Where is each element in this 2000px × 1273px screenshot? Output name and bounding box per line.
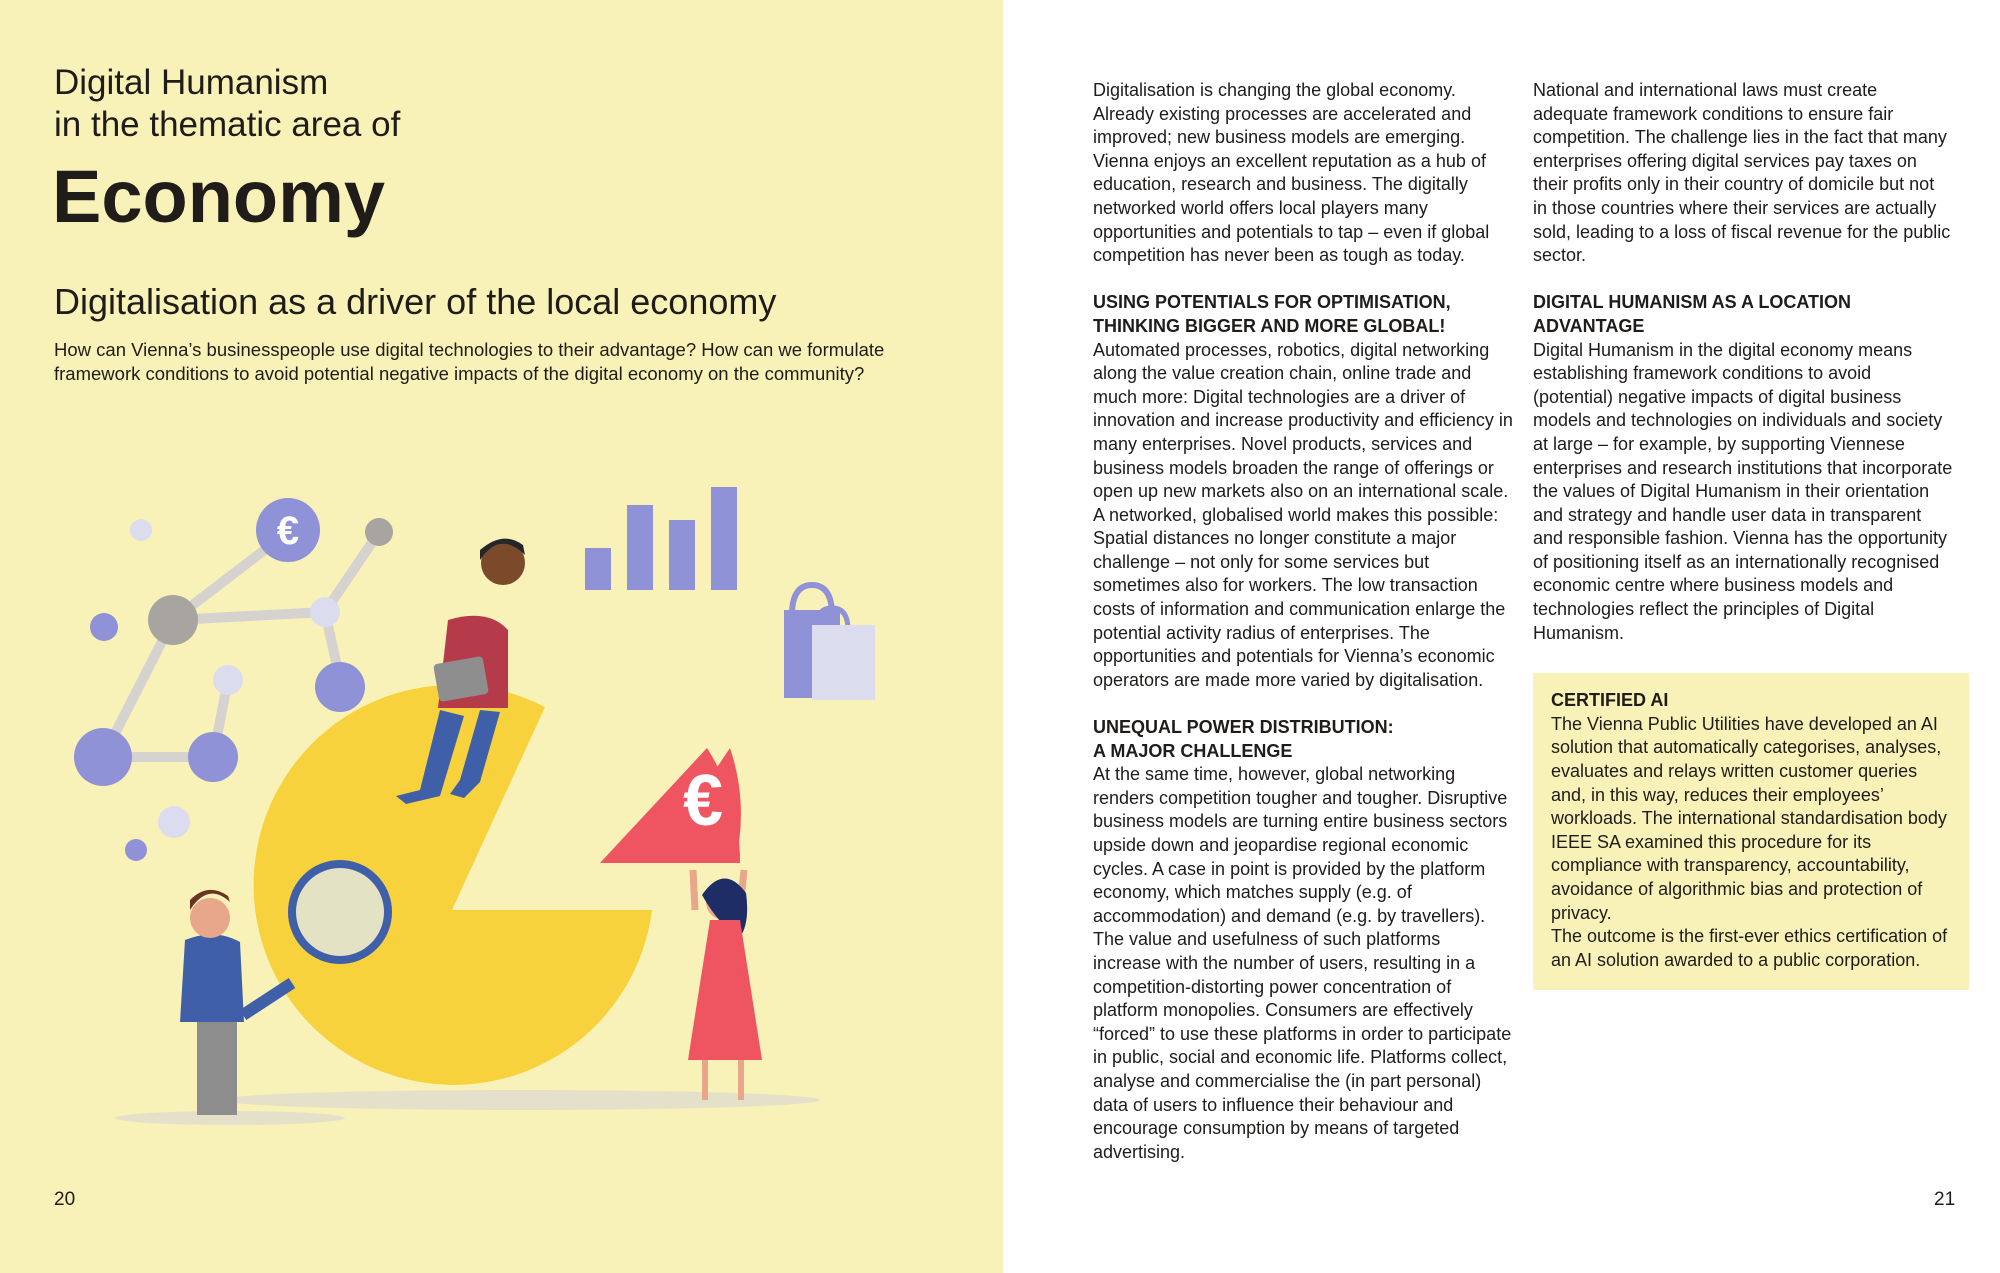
text-column-1 [1093, 79, 1513, 1164]
text-column-2 [1533, 79, 1953, 990]
euro-coin-symbol: € [276, 509, 300, 553]
intro-text: How can Vienna’s businesspeople use digital technologies to their advantage? How can we formulate framework conditions to avoid potential negative impacts of the digital economy on the community? [54, 339, 885, 384]
heading-location-advantage [1533, 291, 1953, 338]
kicker [54, 62, 400, 146]
paragraph-intro: Digitalisation is changing the global economy. Already existing processes are accelerated and improved; new business models are emerging. Vienna enjoys an excellent reputation as a hub of education, research and business. The digitally networked world offers local players many opportunities and potentials to tap – even if global competition has never been as tough as today. [1093, 80, 1490, 266]
euro-pie-slice-icon [600, 748, 741, 863]
heading-unequal-line-2: A MAJOR CHALLENGE [1093, 740, 1293, 761]
euro-coin-icon [256, 498, 320, 562]
heading-potentials-line-2: THINKING BIGGER AND MORE GLOBAL! [1093, 315, 1446, 336]
bar-chart-icon [585, 487, 737, 590]
page-title: Economy [52, 155, 386, 238]
certified-ai-title: CERTIFIED AI [1551, 690, 1669, 711]
economy-illustration [70, 470, 920, 1150]
kicker-line-1: Digital Humanism [54, 63, 329, 102]
heading-location-line-1: DIGITAL HUMANISM AS A LOCATION [1533, 292, 1851, 313]
page-number-left: 20 [54, 1189, 76, 1210]
heading-unequal-line-1: UNEQUAL POWER DISTRIBUTION: [1093, 717, 1394, 738]
heading-potentials-line-1: USING POTENTIALS FOR OPTIMISATION, [1093, 292, 1451, 313]
certified-ai-box [1533, 673, 1969, 990]
heading-potentials [1093, 291, 1513, 338]
woman-holding-slice [688, 870, 762, 1100]
kicker-line-2: in the thematic area of [54, 105, 401, 144]
euro-slice-symbol: € [682, 761, 724, 841]
paragraph-location-advantage: Digital Humanism in the digital economy means establishing framework conditions to avoid (potential) negative impacts of digital business models and technologies on individuals and society at large – for example, by supporting Viennese enterprises and research institutions that incorporate the values of Digital Humanism in their orientation and strategy and handle user data in transparent and responsible fashion. Vienna has the opportunity of positioning itself as an internationally recognised economic centre where business models and technologies reflect the principles of Digital Humanism. [1533, 339, 1953, 643]
paragraph-laws: National and international laws must create adequate framework conditions to ensure fair competition. The challenge lies in the fact that many enterprises offering digital services pay taxes on their profits only in their country of domicile but not in those countries where their services are actually sold, leading to a loss of fiscal revenue for the public sector. [1533, 80, 1951, 266]
paragraph-potentials: Automated processes, robotics, digital networking along the value creation chain, online trade and much more: Digital technologies are a driver of innovation and increase productivity and efficiency in many enterprises. Novel products, services and business models broaden the range of offerings or open up new markets also on an international scale. A networked, globalised world makes this possible: Spatial distances no longer constitute a major challenge – not only for some services but sometimes also for workers. The low transaction costs of information and communication enlarge the potential activity radius of enterprises. The opportunities and potentials for Vienna’s economic operators are made more varied by digitalisation. [1093, 339, 1513, 690]
section-subheading: Digitalisation as a driver of the local economy [54, 281, 777, 322]
heading-unequal-power [1093, 716, 1513, 763]
page-number-right: 21 [1934, 1189, 1956, 1210]
paragraph-unequal-power: At the same time, however, global networking renders competition tougher and tougher. Disruptive business models are turning entire business sectors upside down and jeopardise regional economic cycles. A case in point is provided by the platform economy, which matches supply (e.g. of accommodation) and demand (e.g. by travellers). The value and usefulness of such platforms increase with the number of users, resulting in a competition-distorting power concentration of platform monopolies. Consumers are effectively “forced” to use these platforms in order to participate in public, social and economic life. Platforms collect, analyse and commercialise the (in part personal) data of users to influence their behaviour and encourage consumption by means of targeted advertising. [1093, 764, 1512, 1162]
certified-ai-text: The Vienna Public Utilities have developed an AI solution that automatically categorises, analyses, evaluates and relays written customer queries and, in this way, reduces their employees’ workloads. The international standardisation body IEEE SA examined this procedure for its compliance with transparency, accountability, avoidance of algorithmic bias and protection of privacy. [1551, 713, 1947, 923]
shopping-bag-icon [784, 585, 875, 700]
heading-location-line-2: ADVANTAGE [1533, 315, 1645, 336]
certified-ai-outcome: The outcome is the first-ever ethics certification of an AI solution awarded to a public corporation. [1551, 926, 1948, 970]
